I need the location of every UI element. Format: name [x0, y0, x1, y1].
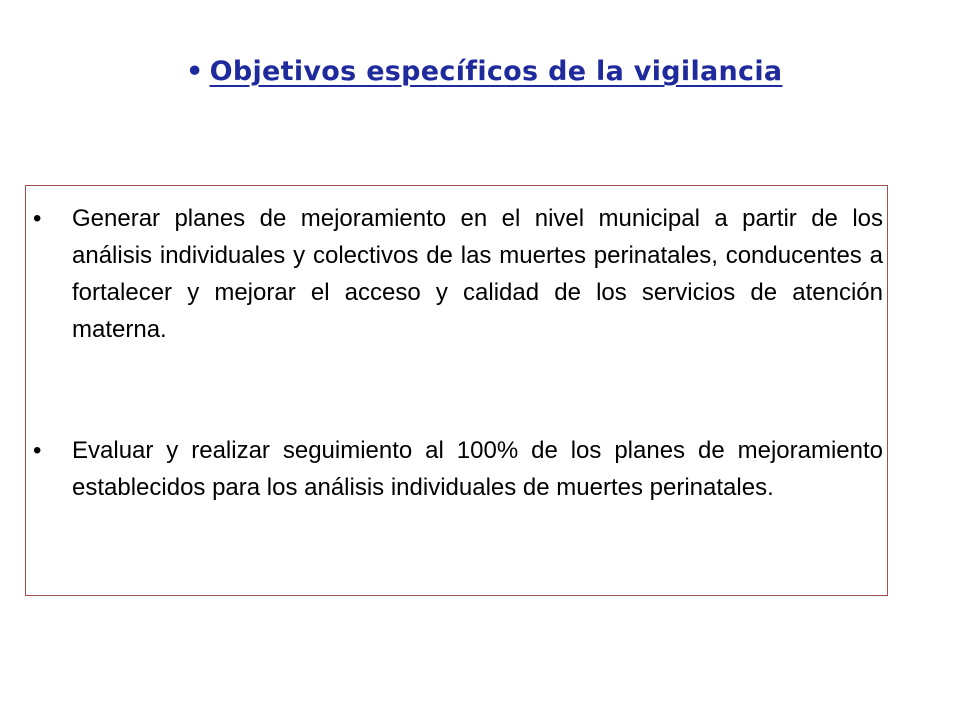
- title-text: Objetivos específicos de la vigilancia: [209, 56, 783, 87]
- bullet-marker: •: [33, 205, 42, 232]
- objective-text: Evaluar y realizar seguimiento al 100% de los planes de mejoramiento establecidos para los análisis individuales de muertes perinatales.: [72, 437, 883, 501]
- objective-item: [26, 200, 883, 348]
- bullet-marker: •: [33, 437, 42, 464]
- slide-title: [186, 56, 782, 87]
- objective-item: [26, 432, 883, 506]
- title-bullet: •: [186, 56, 204, 87]
- objective-text: Generar planes de mejoramiento en el nivel municipal a partir de los análisis individuales y colectivos de las muertes perinatales, conducentes a fortalecer y mejorar el acceso y calidad de los servicios de atención materna.: [72, 205, 883, 343]
- objectives-box: [25, 185, 888, 596]
